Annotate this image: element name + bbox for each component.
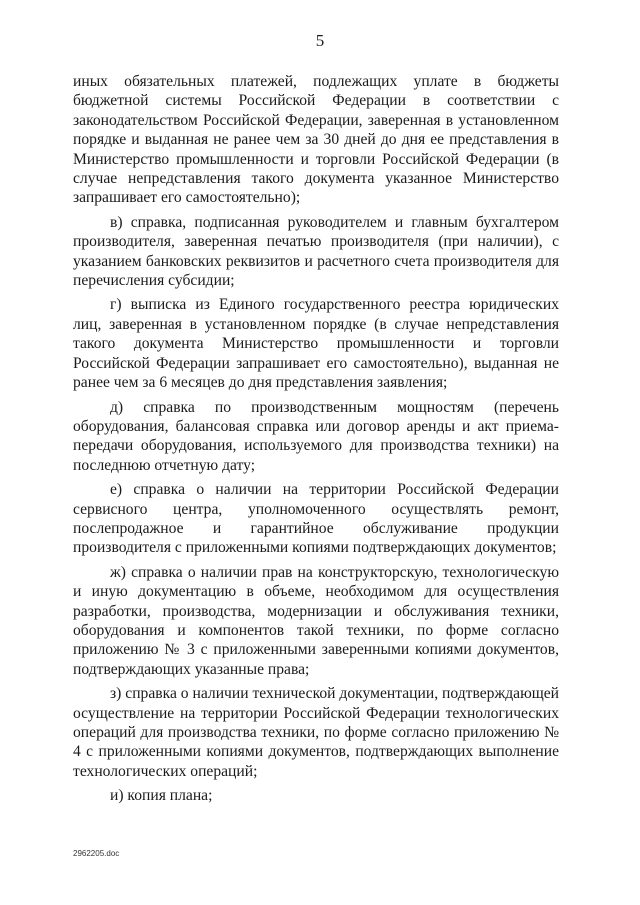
paragraph-item-g: г) выписка из Единого государственного реестра юридических лиц, заверенная в установленном порядке (в случае непредставления такого документа Министерство промышленности и торговли Российской Федерации запрашивает его самостоятельно), выданная не ранее чем за 6 месяцев до дня представления заявления; xyxy=(73,296,559,392)
footer-document-code: 2962205.doc xyxy=(73,849,120,858)
paragraph-item-d: д) справка по производственным мощностям (перечень оборудования, балансовая справка или договор аренды и акт приема-передачи оборудования, используемого для производства техники) на последнюю отчетную дату; xyxy=(73,398,559,474)
paragraph-item-i: и) копия плана; xyxy=(110,787,213,805)
document-body xyxy=(73,72,559,811)
paragraph-item-e: е) справка о наличии на территории Российской Федерации сервисного центра, уполномоченного осуществлять ремонт, послепродажное и гарантийное обслуживание продукции производителя с приложенными копиями подтверждающих документов; xyxy=(73,481,559,557)
page-number: 5 xyxy=(315,31,325,50)
paragraph-item-zh: ж) справка о наличии прав на конструкторскую, технологическую и иную документацию в объеме, необходимом для осуществления разработки, производства, модернизации и обслуживания техники, оборудования и компонентов такой техники, по форме согласно приложению № 3 с приложенными заверенными копиями документов, подтверждающих указанные права; xyxy=(73,563,559,678)
paragraph-item-v: в) справка, подписанная руководителем и главным бухгалтером производителя, заверенная печатью производителя (при наличии), с указанием банковских реквизитов и расчетного счета производителя для перечисления субсидии; xyxy=(73,213,559,290)
paragraph-item-z: з) справка о наличии технической документации, подтверждающей осуществление на территории Российской Федерации технологических операций для производства техники, по форме согласно приложению № 4 с приложенными копиями документов, подтверждающих выполнение технологических операций; xyxy=(73,685,559,780)
paragraph-continuation: иных обязательных платежей, подлежащих уплате в бюджеты бюджетной системы Российской Федерации в соответствии с законодательством Российской Федерации, заверенная в установленном порядке и выданная не ранее чем за 30 дней до дня ее представления в Министерство промышленности и торговли Российской Федерации (в случае непредставления такого документа указанное Министерство запрашивает его самостоятельно); xyxy=(73,73,559,207)
